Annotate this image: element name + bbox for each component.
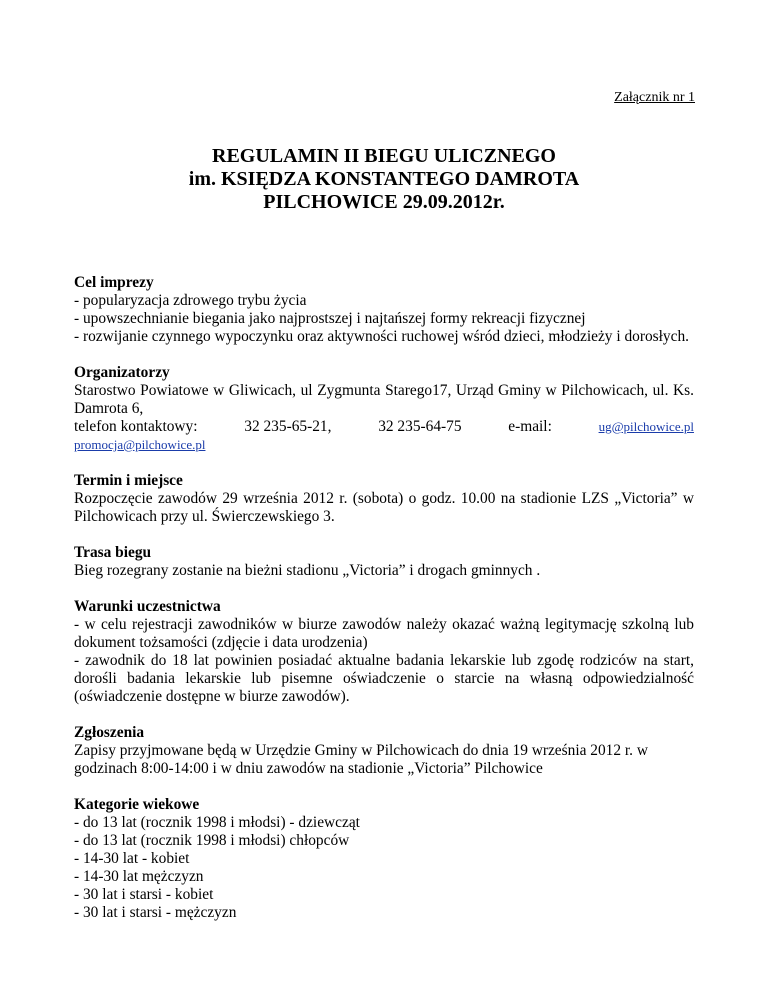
email-link[interactable]: promocja@pilchowice.pl <box>74 437 206 452</box>
section-heading: Kategorie wiekowe <box>74 796 200 813</box>
section-heading: Termin i miejsce <box>74 472 183 489</box>
list-item: - 14-30 lat - kobiet <box>74 850 190 867</box>
email-link[interactable]: ug@pilchowice.pl <box>598 419 694 434</box>
list-item: - do 13 lat (rocznik 1998 i młodsi) chłopców <box>74 832 350 849</box>
section-heading: Organizatorzy <box>74 364 170 381</box>
section-heading: Trasa biegu <box>74 544 152 561</box>
paragraph: Rozpoczęcie zawodów 29 września 2012 r. (sobota) o godz. 10.00 na stadionie LZS „Victoria” w Pilchowicach przy ul. Świerczewskiego 3. <box>74 490 694 525</box>
list-item: - popularyzacja zdrowego trybu życia <box>74 292 307 309</box>
phone-number: 32 235-65-21, <box>244 418 332 435</box>
email-label: e-mail: <box>508 418 552 435</box>
section-conditions <box>74 598 694 706</box>
section-goal <box>74 274 694 346</box>
phone-number: 32 235-64-75 <box>378 418 462 435</box>
list-item: - do 13 lat (rocznik 1998 i młodsi) - dziewcząt <box>74 814 360 831</box>
section-heading: Cel imprezy <box>74 274 154 291</box>
contact-line <box>74 418 694 436</box>
title-line-3: PILCHOWICE 29.09.2012r. <box>263 191 505 213</box>
section-organizers <box>74 364 694 454</box>
section-time-place <box>74 472 694 526</box>
list-item: - zawodnik do 18 lat powinien posiadać aktualne badania lekarskie lub zgodę rodziców na start, dorośli badania lekarskie lub pisemne oświadczenie o starcie na własną odpowiedzialność (oświadczenie dostępne w biurze zawodów). <box>74 652 694 705</box>
list-item: - w celu rejestracji zawodników w biurze zawodów należy okazać ważną legitymację szkolną lub dokument tożsamości (zdjęcie i data urodzenia) <box>74 616 694 651</box>
list-item: - 14-30 lat mężczyzn <box>74 868 204 885</box>
organizers-address: Starostwo Powiatowe w Gliwicach, ul Zygmunta Starego17, Urząd Gminy w Pilchowicach, ul. Ks. Damrota 6, <box>74 382 694 417</box>
phone-label: telefon kontaktowy: <box>74 418 198 435</box>
document-title <box>0 145 768 214</box>
title-line-1: REGULAMIN II BIEGU ULICZNEGO <box>212 145 556 167</box>
attachment-label: Załącznik nr 1 <box>614 90 695 105</box>
section-heading: Warunki uczestnictwa <box>74 598 221 615</box>
list-item: - rozwijanie czynnego wypoczynku oraz aktywności ruchowej wśród dzieci, młodzieży i dorosłych. <box>74 328 689 345</box>
section-registration <box>74 724 694 778</box>
title-line-2: im. KSIĘDZA KONSTANTEGO DAMROTA <box>188 168 580 190</box>
list-item: - upowszechnianie biegania jako najprostszej i najtańszej formy rekreacji fizycznej <box>74 310 586 327</box>
paragraph: Zapisy przyjmowane będą w Urzędzie Gminy w Pilchowicach do dnia 19 września 2012 r. w godzinach 8:00-14:00 i w dniu zawodów na stadionie „Victoria” Pilchowice <box>74 742 648 777</box>
document-body <box>74 274 694 940</box>
email-line <box>74 436 694 454</box>
list-item: - 30 lat i starsi - mężczyzn <box>74 904 237 921</box>
list-item: - 30 lat i starsi - kobiet <box>74 886 214 903</box>
section-categories <box>74 796 694 922</box>
section-route <box>74 544 694 580</box>
paragraph: Bieg rozegrany zostanie na bieżni stadionu „Victoria” i drogach gminnych . <box>74 562 541 579</box>
section-heading: Zgłoszenia <box>74 724 145 741</box>
